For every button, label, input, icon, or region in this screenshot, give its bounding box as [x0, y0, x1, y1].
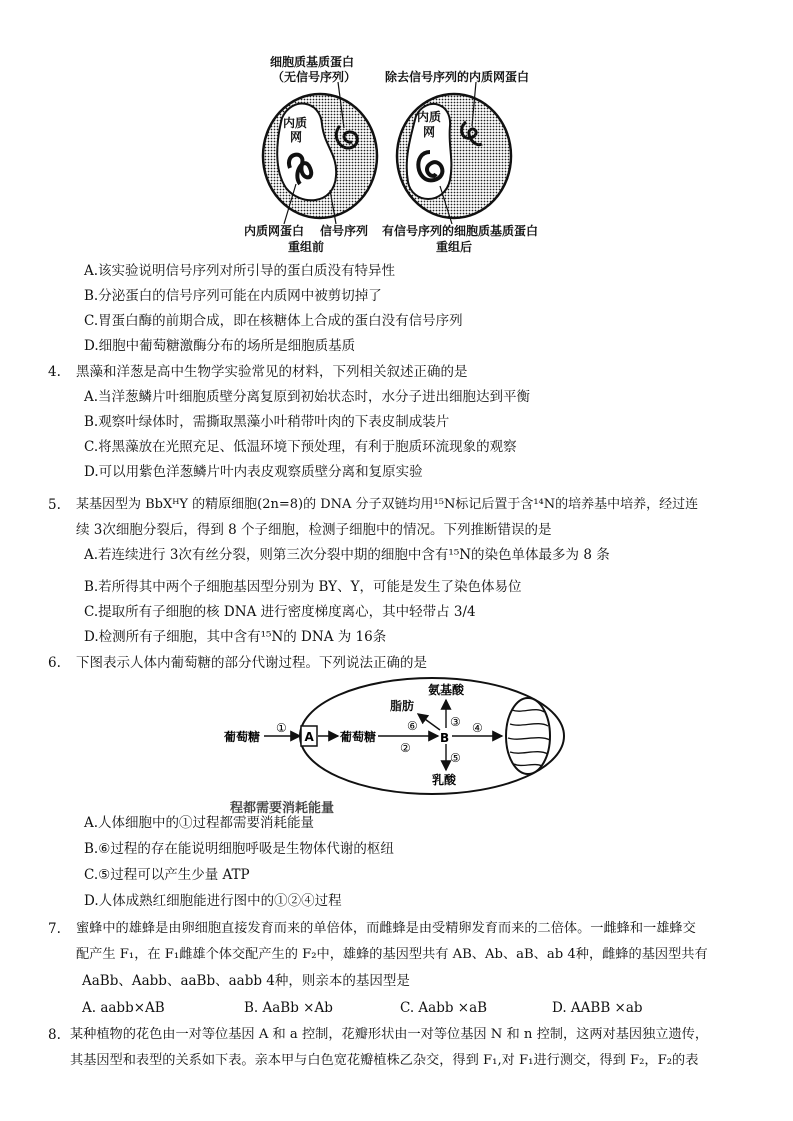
q6-number: 6. — [48, 655, 61, 671]
q4-option-a: A.当洋葱鳞片叶细胞质壁分离复原到初始状态时，水分子进出细胞达到平衡 — [84, 389, 531, 405]
glucose-metabolism-figure — [220, 680, 580, 816]
fat-label: 脂肪 — [390, 699, 415, 713]
q4-option-c: C.将黑藻放在光照充足、低温环境下预处理，有利于胞质环流现象的观察 — [84, 439, 517, 455]
label-er-protein: 内质网蛋白 — [244, 224, 305, 238]
label-er-left: 内质 — [283, 116, 308, 130]
step-3: ③ — [450, 715, 461, 729]
label-er-left2: 网 — [290, 130, 303, 144]
label-er-minus-signal: 除去信号序列的内质网蛋白 — [385, 70, 530, 84]
label-before: 重组前 — [288, 240, 325, 254]
label-cytoplasm-protein: 细胞质基质蛋白 — [270, 55, 355, 69]
node-b: B — [440, 731, 450, 745]
amino-acid-label: 氨基酸 — [428, 683, 465, 697]
q7-number: 7. — [48, 921, 61, 937]
label-no-signal: （无信号序列） — [272, 70, 357, 84]
label-er-right: 内质 — [417, 110, 442, 124]
q7-option-c: C. Aabb ×aB — [400, 1000, 488, 1016]
q7-option-d: D. AABB ×ab — [552, 1000, 643, 1016]
q3-option-a: A.该实验说明信号序列对所引导的蛋白质没有特异性 — [84, 263, 396, 279]
q4-number: 4. — [48, 364, 61, 380]
q6-stem: 下图表示人体内葡萄糖的部分代谢过程。下列说法正确的是 — [76, 655, 427, 671]
q4-stem: 黑藻和洋葱是高中生物学实验常见的材料，下列相关叙述正确的是 — [76, 364, 468, 380]
q7-stem-line3: AaBb、Aabb、aaBb、aabb 4种，则亲本的基因型是 — [82, 973, 410, 989]
q6-option-a: A.人体细胞中的①过程都需要消耗能量 — [84, 815, 315, 831]
glucose-outside: 葡萄糖 — [224, 730, 261, 744]
q5-option-d: D.检测所有子细胞，其中含有¹⁵N的 DNA 为 16条 — [84, 629, 387, 645]
q5-stem-line2: 续 3次细胞分裂后，得到 8 个子细胞，检测子细胞中的情况。下列推断错误的是 — [76, 522, 552, 538]
label-with-signal: 有信号序列的细胞质基质蛋白 — [382, 224, 539, 238]
step-1: ① — [276, 721, 287, 735]
step-5: ⑤ — [450, 751, 461, 765]
q5-stem-line1: 某基因型为 BbXᴴY 的精原细胞(2n=8)的 DNA 分子双链均用¹⁵N标记后置于含¹⁴N的培养基中培养，经过连 — [76, 497, 699, 512]
step-2: ② — [400, 741, 411, 755]
lactate-label: 乳酸 — [432, 773, 457, 787]
label-er-right2: 网 — [423, 125, 436, 139]
q4-option-d: D.可以用紫色洋葱鳞片叶内表皮观察质壁分离和复原实验 — [84, 464, 423, 480]
label-signal-seq: 信号序列 — [320, 224, 369, 238]
q3-option-b: B.分泌蛋白的信号序列可能在内质网中被剪切掉了 — [84, 288, 382, 304]
q4-option-b: B.观察叶绿体时，需撕取黑藻小叶稍带叶肉的下表皮制成装片 — [84, 414, 450, 430]
carrier-a-label: A — [304, 730, 314, 744]
q8-number: 8. — [48, 1027, 61, 1043]
q8-stem-line2: 其基因型和表型的关系如下表。亲本甲与白色宽花瓣植株乙杂交，得到 F₁,对 F₁进行测交，得到 F₂，F₂的表 — [70, 1053, 699, 1068]
q6-option-c: C.⑤过程可以产生少量 ATP — [84, 867, 250, 883]
q7-option-a: A. aabb×AB — [82, 1000, 165, 1016]
q5-number: 5. — [48, 497, 61, 513]
cut-off-text: 程都需要消耗能量 — [230, 801, 335, 816]
q5-option-c: C.提取所有子细胞的核 DNA 进行密度梯度离心，其中轻带占 3/4 — [84, 604, 476, 620]
mitochondrion — [506, 698, 550, 774]
q3-option-d: D.细胞中葡萄糖激酶分布的场所是细胞质基质 — [84, 338, 356, 354]
q5-option-a: A.若连续进行 3次有丝分裂，则第三次分裂中期的细胞中含有¹⁵N的染色单体最多为 8 条 — [84, 547, 610, 563]
step-6: ⑥ — [407, 719, 418, 733]
q6-option-d: D.人体成熟红细胞能进行图中的①②④过程 — [84, 893, 342, 909]
q7-stem-line2: 配产生 F₁，在 F₁雌雄个体交配产生的 F₂中，雄蜂的基因型共有 AB、Ab、aB、ab 4种，雌蜂的基因型共有 — [76, 947, 708, 962]
q7-option-b: B. AaBb ×Ab — [244, 1000, 333, 1016]
q5-option-b: B.若所得其中两个子细胞基因型分别为 BY、Y，可能是发生了染色体易位 — [84, 579, 522, 595]
step-4: ④ — [472, 721, 483, 735]
q7-stem-line1: 蜜蜂中的雄蜂是由卵细胞直接发育而来的单倍体，而雌蜂是由受精卵发育而来的二倍体。一雌蜂和一雄蜂交 — [76, 921, 696, 936]
glucose-inside: 葡萄糖 — [340, 730, 377, 744]
q8-stem-line1: 某种植物的花色由一对等位基因 A 和 a 控制，花瓣形状由一对等位基因 N 和 n 控制，这两对基因独立遗传， — [70, 1027, 709, 1042]
label-after: 重组后 — [436, 240, 473, 254]
q6-option-b: B.⑥过程的存在能说明细胞呼吸是生物体代谢的枢纽 — [84, 841, 394, 857]
q3-option-c: C.胃蛋白酶的前期合成，即在核糖体上合成的蛋白没有信号序列 — [84, 313, 463, 329]
